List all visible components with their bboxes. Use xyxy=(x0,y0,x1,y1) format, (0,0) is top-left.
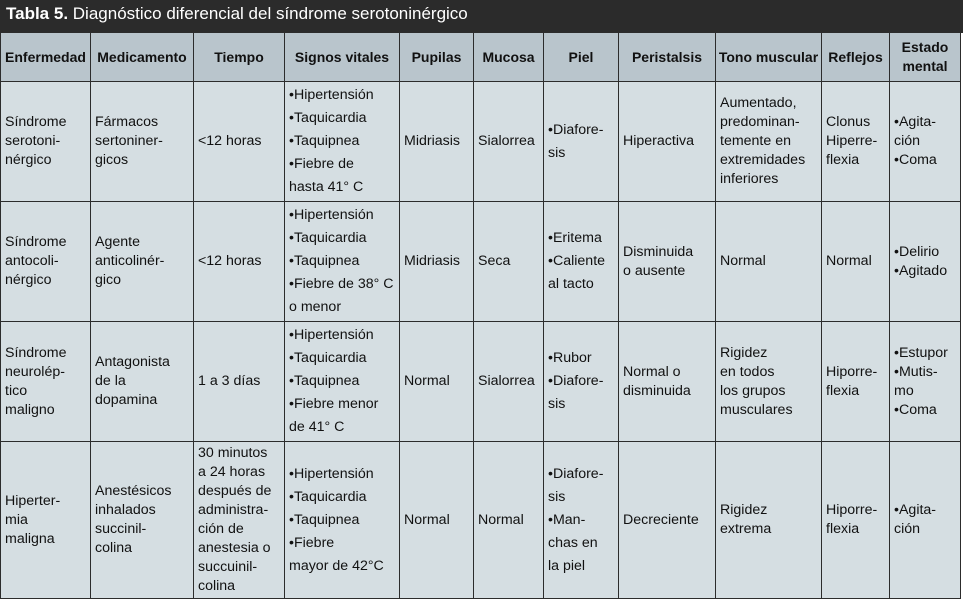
cell-line: Normal xyxy=(404,511,450,528)
cell-line: Midriasis xyxy=(404,133,460,149)
cell-line: •Taquipnea xyxy=(289,511,360,528)
cell-line: •Man- xyxy=(548,511,586,528)
cell-line: flexia xyxy=(826,382,860,399)
cell-line: Decreciente xyxy=(623,511,699,528)
cell-line: <12 horas xyxy=(198,133,262,149)
cell-line: •Fiebre de xyxy=(289,156,354,172)
cell-piel xyxy=(544,322,619,442)
header-signos-vitales: Signos vitales xyxy=(285,33,400,82)
cell-tono-muscular xyxy=(716,202,822,322)
cell-line: Seca xyxy=(478,253,511,269)
cell-line: Hiperter- xyxy=(5,492,61,509)
cell-signos-vitales xyxy=(285,442,400,599)
cell-line: 1 a 3 días xyxy=(198,373,261,389)
cell-enfermedad xyxy=(1,202,91,322)
cell-medicamento xyxy=(91,202,194,322)
cell-mucosa xyxy=(474,322,544,442)
cell-line: hasta 41° C xyxy=(289,179,364,195)
cell-line: •Diafore- xyxy=(548,465,604,482)
cell-line: sis xyxy=(548,396,566,412)
cell-piel xyxy=(544,442,619,599)
cell-line: gico xyxy=(95,272,122,288)
cell-line: Rigidez xyxy=(720,344,768,361)
header-tono-muscular: Tono muscular xyxy=(716,33,822,82)
cell-piel xyxy=(544,202,619,322)
cell-line: Normal xyxy=(404,373,450,389)
cell-line: a 24 horas xyxy=(198,464,266,480)
cell-line: flexia xyxy=(826,521,860,537)
cell-tono-muscular xyxy=(716,442,822,599)
header-mucosa: Mucosa xyxy=(474,33,544,82)
cell-line: •Hipertensión xyxy=(289,87,374,103)
header-piel: Piel xyxy=(544,33,619,82)
cell-line: disminuida xyxy=(623,382,691,399)
cell-line: •Coma xyxy=(894,401,937,418)
cell-enfermedad xyxy=(1,442,91,599)
differential-diagnosis-table xyxy=(0,32,961,599)
cell-line: la piel xyxy=(548,557,586,574)
cell-line: inhalados xyxy=(95,502,156,518)
cell-line: Anestésicos xyxy=(95,483,172,499)
cell-line: sertoniner- xyxy=(95,133,163,149)
cell-line: nérgico xyxy=(5,152,52,168)
cell-line: mia xyxy=(5,511,28,528)
cell-line: •Coma xyxy=(894,152,937,168)
cell-line: colina xyxy=(95,540,133,556)
header-reflejos: Reflejos xyxy=(822,33,890,82)
cell-line: de 41° C xyxy=(289,419,345,435)
cell-line: Normal o xyxy=(623,363,681,380)
cell-line: chas en xyxy=(548,534,598,551)
cell-line: Antagonista xyxy=(95,354,170,370)
cell-pupilas xyxy=(400,322,474,442)
cell-peristalsis xyxy=(619,82,716,202)
cell-estado-mental xyxy=(890,442,961,599)
cell-line: los grupos xyxy=(720,382,786,399)
cell-line: maligno xyxy=(5,401,55,418)
cell-reflejos xyxy=(822,202,890,322)
cell-pupilas xyxy=(400,82,474,202)
cell-line: ción xyxy=(894,521,921,537)
cell-estado-mental xyxy=(890,322,961,442)
cell-line: administra- xyxy=(198,502,269,518)
cell-line: o menor xyxy=(289,299,342,315)
cell-line: Síndrome xyxy=(5,114,67,130)
cell-signos-vitales xyxy=(285,82,400,202)
cell-line: •Taquicardia xyxy=(289,230,367,246)
cell-line: •Fiebre de 38° C xyxy=(289,276,394,292)
header-tiempo: Tiempo xyxy=(194,33,285,82)
cell-line: gicos xyxy=(95,152,129,168)
cell-tiempo xyxy=(194,82,285,202)
header-peristalsis: Peristalsis xyxy=(619,33,716,82)
cell-line: 30 minutos xyxy=(198,445,268,461)
cell-line: succinil- xyxy=(95,521,147,537)
cell-enfermedad xyxy=(1,322,91,442)
cell-line: •Estupor xyxy=(894,344,948,361)
cell-line: maligna xyxy=(5,530,55,547)
cell-line: •Hipertensión xyxy=(289,465,374,482)
cell-line: •Rubor xyxy=(548,350,592,366)
cell-line: mayor de 42°C xyxy=(289,557,384,574)
cell-line: •Mutis- xyxy=(894,363,938,380)
cell-piel xyxy=(544,82,619,202)
cell-line: Hiperre- xyxy=(826,133,878,149)
cell-line: •Taquipnea xyxy=(289,253,360,269)
cell-enfermedad xyxy=(1,82,91,202)
cell-line: extrema xyxy=(720,521,772,537)
cell-line: en todos xyxy=(720,363,775,380)
cell-estado-mental xyxy=(890,82,961,202)
cell-line: Normal xyxy=(826,253,872,269)
cell-line: •Fiebre menor xyxy=(289,396,379,412)
cell-line: al tacto xyxy=(548,276,594,292)
cell-signos-vitales xyxy=(285,202,400,322)
cell-tiempo xyxy=(194,202,285,322)
cell-line: serotoni- xyxy=(5,133,61,149)
cell-mucosa xyxy=(474,82,544,202)
cell-line: Sialorrea xyxy=(478,373,535,389)
table-row xyxy=(1,82,961,202)
header-enfermedad: Enfermedad xyxy=(1,33,91,82)
cell-line: •Taquipnea xyxy=(289,373,360,389)
cell-line: inferiores xyxy=(720,171,779,187)
cell-line: Aumentado, xyxy=(720,95,797,111)
cell-reflejos xyxy=(822,322,890,442)
cell-line: temente en xyxy=(720,133,791,149)
cell-line: flexia xyxy=(826,152,860,168)
table-number: Tabla 5. xyxy=(6,4,69,23)
header-pupilas: Pupilas xyxy=(400,33,474,82)
cell-peristalsis xyxy=(619,202,716,322)
cell-reflejos xyxy=(822,442,890,599)
cell-line: Normal xyxy=(478,511,524,528)
cell-line: Clonus xyxy=(826,114,871,130)
cell-pupilas xyxy=(400,442,474,599)
cell-medicamento xyxy=(91,82,194,202)
cell-line: Agente xyxy=(95,234,140,250)
cell-line: de la xyxy=(95,373,126,389)
cell-line: •Taquicardia xyxy=(289,488,367,505)
cell-peristalsis xyxy=(619,322,716,442)
cell-reflejos xyxy=(822,82,890,202)
cell-line: •Taquicardia xyxy=(289,350,367,366)
cell-line: neurolép- xyxy=(5,363,65,380)
cell-line: •Fiebre xyxy=(289,534,335,551)
cell-line: •Delirio xyxy=(894,243,940,260)
header-row xyxy=(1,33,961,82)
cell-line: extremidades xyxy=(720,152,806,168)
cell-line: Disminuida xyxy=(623,243,694,260)
cell-line: tico xyxy=(5,382,28,399)
cell-line: •Agita- xyxy=(894,502,937,518)
cell-line: colina xyxy=(198,578,236,594)
cell-line: •Hipertensión xyxy=(289,207,374,223)
cell-line: Midriasis xyxy=(404,253,460,269)
cell-line: Hiporre- xyxy=(826,502,878,518)
cell-line: anticolinér- xyxy=(95,253,165,269)
cell-estado-mental xyxy=(890,202,961,322)
cell-line: mo xyxy=(894,382,914,399)
cell-line: nérgico xyxy=(5,272,52,288)
cell-line: Síndrome xyxy=(5,344,67,361)
cell-line: <12 horas xyxy=(198,253,262,269)
cell-line: •Hipertensión xyxy=(289,327,374,343)
table-caption: Diagnóstico diferencial del síndrome serotoninérgico xyxy=(68,4,468,23)
cell-line: Sialorrea xyxy=(478,133,535,149)
table-row xyxy=(1,202,961,322)
cell-line: •Taquipnea xyxy=(289,133,360,149)
cell-peristalsis xyxy=(619,442,716,599)
cell-line: Normal xyxy=(720,253,766,269)
cell-medicamento xyxy=(91,442,194,599)
cell-line: anestesia o xyxy=(198,540,271,556)
header-estado-mental: Estado mental xyxy=(890,33,961,82)
cell-line: Fármacos xyxy=(95,114,159,130)
cell-mucosa xyxy=(474,202,544,322)
cell-line: Hiperactiva xyxy=(623,133,694,149)
header-medicamento: Medicamento xyxy=(91,33,194,82)
cell-line: antocoli- xyxy=(5,253,59,269)
cell-line: •Diafore- xyxy=(548,373,604,389)
cell-medicamento xyxy=(91,322,194,442)
cell-line: Rigidez xyxy=(720,502,768,518)
cell-line: sis xyxy=(548,488,566,505)
cell-tiempo xyxy=(194,322,285,442)
cell-line: succuinil- xyxy=(198,559,258,575)
table-row xyxy=(1,442,961,599)
cell-line: ción xyxy=(894,133,921,149)
cell-line: •Agita- xyxy=(894,114,937,130)
cell-line: ción de xyxy=(198,521,244,537)
cell-signos-vitales xyxy=(285,322,400,442)
cell-line: •Caliente xyxy=(548,253,606,269)
cell-mucosa xyxy=(474,442,544,599)
cell-pupilas xyxy=(400,202,474,322)
cell-line: •Taquicardia xyxy=(289,110,367,126)
cell-line: dopamina xyxy=(95,392,158,408)
table-title xyxy=(0,0,963,33)
cell-tono-muscular xyxy=(716,82,822,202)
cell-line: predominan- xyxy=(720,114,800,130)
cell-line: sis xyxy=(548,144,566,161)
cell-line: después de xyxy=(198,483,272,499)
cell-tono-muscular xyxy=(716,322,822,442)
cell-line: Síndrome xyxy=(5,234,67,250)
table-row xyxy=(1,322,961,442)
cell-line: Hiporre- xyxy=(826,363,878,380)
cell-line: o ausente xyxy=(623,262,686,279)
cell-line: •Eritema xyxy=(548,230,602,246)
cell-line: •Diafore- xyxy=(548,121,604,138)
cell-line: •Agitado xyxy=(894,262,948,279)
cell-line: musculares xyxy=(720,401,793,418)
cell-tiempo xyxy=(194,442,285,599)
